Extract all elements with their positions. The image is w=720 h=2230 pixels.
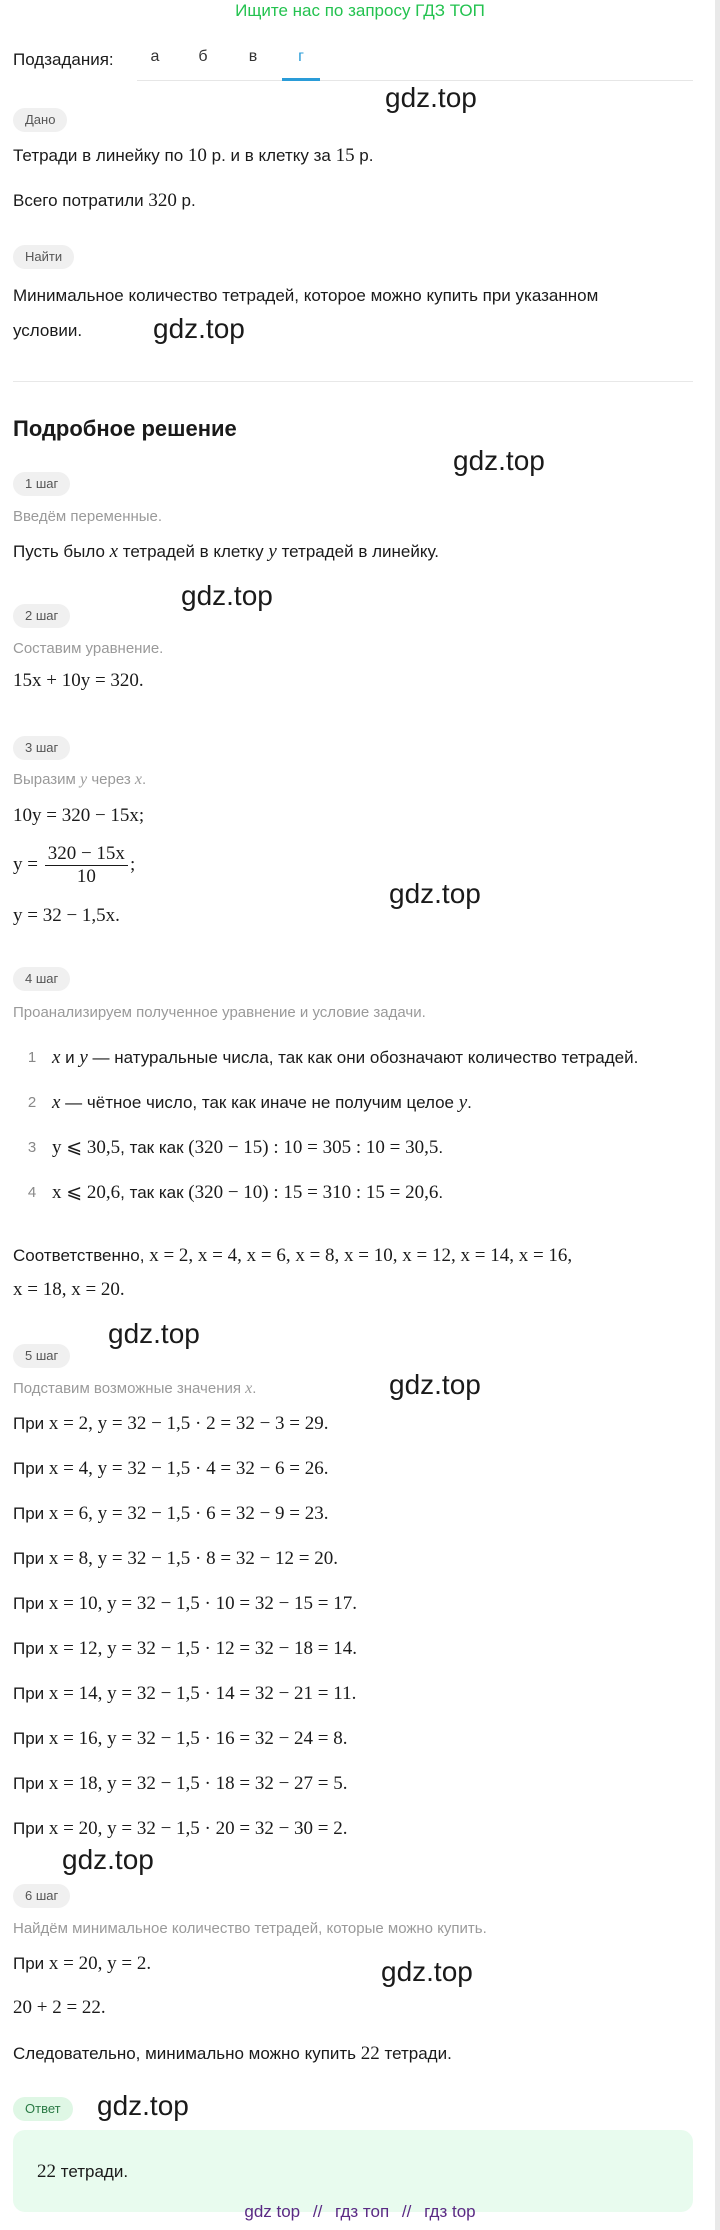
watermark: gdz.top — [389, 1369, 481, 1400]
given-line-1: Тетради в линейку по 10 р. и в клетку за 15 р. — [13, 145, 374, 166]
watermark: gdz.top — [453, 445, 545, 476]
given-chip: Дано — [13, 108, 67, 132]
list-item: x ⩽ 20,6, так как (320 − 10) : 15 = 310 : 15 = 20,6. — [52, 1182, 444, 1203]
list-item: x и y — натуральные числа, так как они обозначают количество тетрадей. — [52, 1047, 639, 1068]
find-line-1: Минимальное количество тетрадей, которое можно купить при указанном — [13, 286, 599, 305]
step-3-chip: 3 шаг — [13, 736, 70, 760]
footer-link[interactable]: гдз топ — [335, 2202, 390, 2221]
substitution-row: При x = 6, y = 32 − 1,5 · 6 = 32 − 9 = 23. — [13, 1503, 329, 1524]
substitution-row: При x = 20, y = 32 − 1,5 · 20 = 32 − 30 = 2. — [13, 1818, 348, 1839]
watermark: gdz.top — [153, 313, 245, 344]
list-number: 1 — [27, 1049, 37, 1066]
watermark: gdz.top — [108, 1318, 200, 1349]
solution-title: Подробное решение — [13, 416, 237, 441]
tab-v[interactable]: в — [248, 48, 258, 65]
step-2-hint: Составим уравнение. — [13, 640, 164, 657]
answer-chip: Ответ — [13, 2097, 73, 2121]
step-4-chip: 4 шаг — [13, 967, 70, 991]
footer-separator: // — [312, 2202, 323, 2221]
substitution-row: При x = 8, y = 32 − 1,5 · 8 = 32 − 12 = 20. — [13, 1548, 339, 1569]
tab-a[interactable]: а — [150, 48, 160, 65]
step-2-chip: 2 шаг — [13, 604, 70, 628]
substitution-row: При x = 2, y = 32 − 1,5 · 2 = 32 − 3 = 29. — [13, 1413, 329, 1434]
given-line-2: Всего потратили 320 р. — [13, 190, 196, 211]
watermark: gdz.top — [389, 878, 481, 909]
active-tab-indicator — [282, 78, 320, 81]
step-3-eq-1: 10y = 320 − 15x; — [13, 805, 145, 826]
watermark: gdz.top — [97, 2090, 189, 2121]
step-6-line-1: При x = 20, y = 2. — [13, 1953, 152, 1974]
list-item: x — чётное число, так как иначе не получим целое y. — [52, 1092, 472, 1113]
step-4-hint: Проанализируем полученное уравнение и условие задачи. — [13, 1004, 426, 1021]
step-3-eq-3: y = 32 − 1,5x. — [13, 905, 120, 926]
watermark: gdz.top — [385, 82, 477, 113]
list-number: 4 — [27, 1184, 37, 1201]
step-5-hint: Подставим возможные значения x. — [13, 1380, 257, 1397]
step-6-line-3: Следовательно, минимально можно купить 22 тетради. — [13, 2043, 452, 2064]
tabs-divider — [137, 80, 693, 81]
top-banner[interactable]: Ищите нас по запросу ГДЗ ТОП — [235, 1, 485, 20]
answer-text: 22 тетради. — [37, 2161, 129, 2182]
footer-link[interactable]: gdz top — [244, 2202, 301, 2221]
footer-link[interactable]: гдз top — [424, 2202, 476, 2221]
substitution-row: При x = 4, y = 32 − 1,5 · 4 = 32 − 6 = 26. — [13, 1458, 329, 1479]
substitution-row: При x = 14, y = 32 − 1,5 · 14 = 32 − 21 = 11. — [13, 1683, 357, 1704]
tab-g[interactable]: г — [298, 48, 304, 65]
watermark: gdz.top — [181, 580, 273, 611]
substitution-row: При x = 16, y = 32 − 1,5 · 16 = 32 − 24 = 8. — [13, 1728, 348, 1749]
step-1-hint: Введём переменные. — [13, 508, 163, 525]
fraction: $\frac{320 - 15x}{10}$ — [45, 843, 128, 888]
step-6-hint: Найдём минимальное количество тетрадей, которые можно купить. — [13, 1920, 487, 1937]
watermark: gdz.top — [381, 1956, 473, 1987]
list-item: y ⩽ 30,5, так как (320 − 15) : 10 = 305 : 10 = 30,5. — [52, 1137, 444, 1158]
footer-links — [0, 2202, 720, 2222]
step-6-chip: 6 шаг — [13, 1884, 70, 1908]
tab-b[interactable]: б — [198, 48, 208, 65]
list-number: 3 — [27, 1139, 37, 1156]
step-1-chip: 1 шаг — [13, 472, 70, 496]
step-2-equation: 15x + 10y = 320. — [13, 670, 144, 691]
footer-separator: // — [401, 2202, 412, 2221]
list-number: 2 — [27, 1094, 37, 1111]
substitution-row: При x = 18, y = 32 − 1,5 · 18 = 32 − 27 = 5. — [13, 1773, 348, 1794]
step-6-line-2: 20 + 2 = 22. — [13, 1997, 106, 2018]
section-divider — [13, 381, 693, 382]
step-1-text: Пусть было x тетрадей в клетку y тетрадей в линейку. — [13, 541, 439, 562]
substitution-row: При x = 12, y = 32 − 1,5 · 12 = 32 − 18 = 14. — [13, 1638, 358, 1659]
watermark: gdz.top — [62, 1844, 154, 1875]
subtasks-label: Подзадания: — [13, 50, 114, 69]
step-4-conclusion: Соответственно, x = 2, x = 4, x = 6, x = 8, x = 10, x = 12, x = 14, x = 16, — [13, 1245, 573, 1266]
step-4-conclusion-cont: x = 18, x = 20. — [13, 1279, 125, 1300]
step-5-chip: 5 шаг — [13, 1344, 70, 1368]
substitution-row: При x = 10, y = 32 − 1,5 · 10 = 32 − 15 = 17. — [13, 1593, 358, 1614]
find-chip: Найти — [13, 245, 74, 269]
step-3-eq-2: y = $\frac{320 - 15x}{10}$ ; — [13, 843, 136, 887]
step-3-hint: Выразим y через x. — [13, 771, 147, 788]
find-line-2: условии. — [13, 321, 83, 340]
scrollbar[interactable] — [715, 0, 720, 2230]
